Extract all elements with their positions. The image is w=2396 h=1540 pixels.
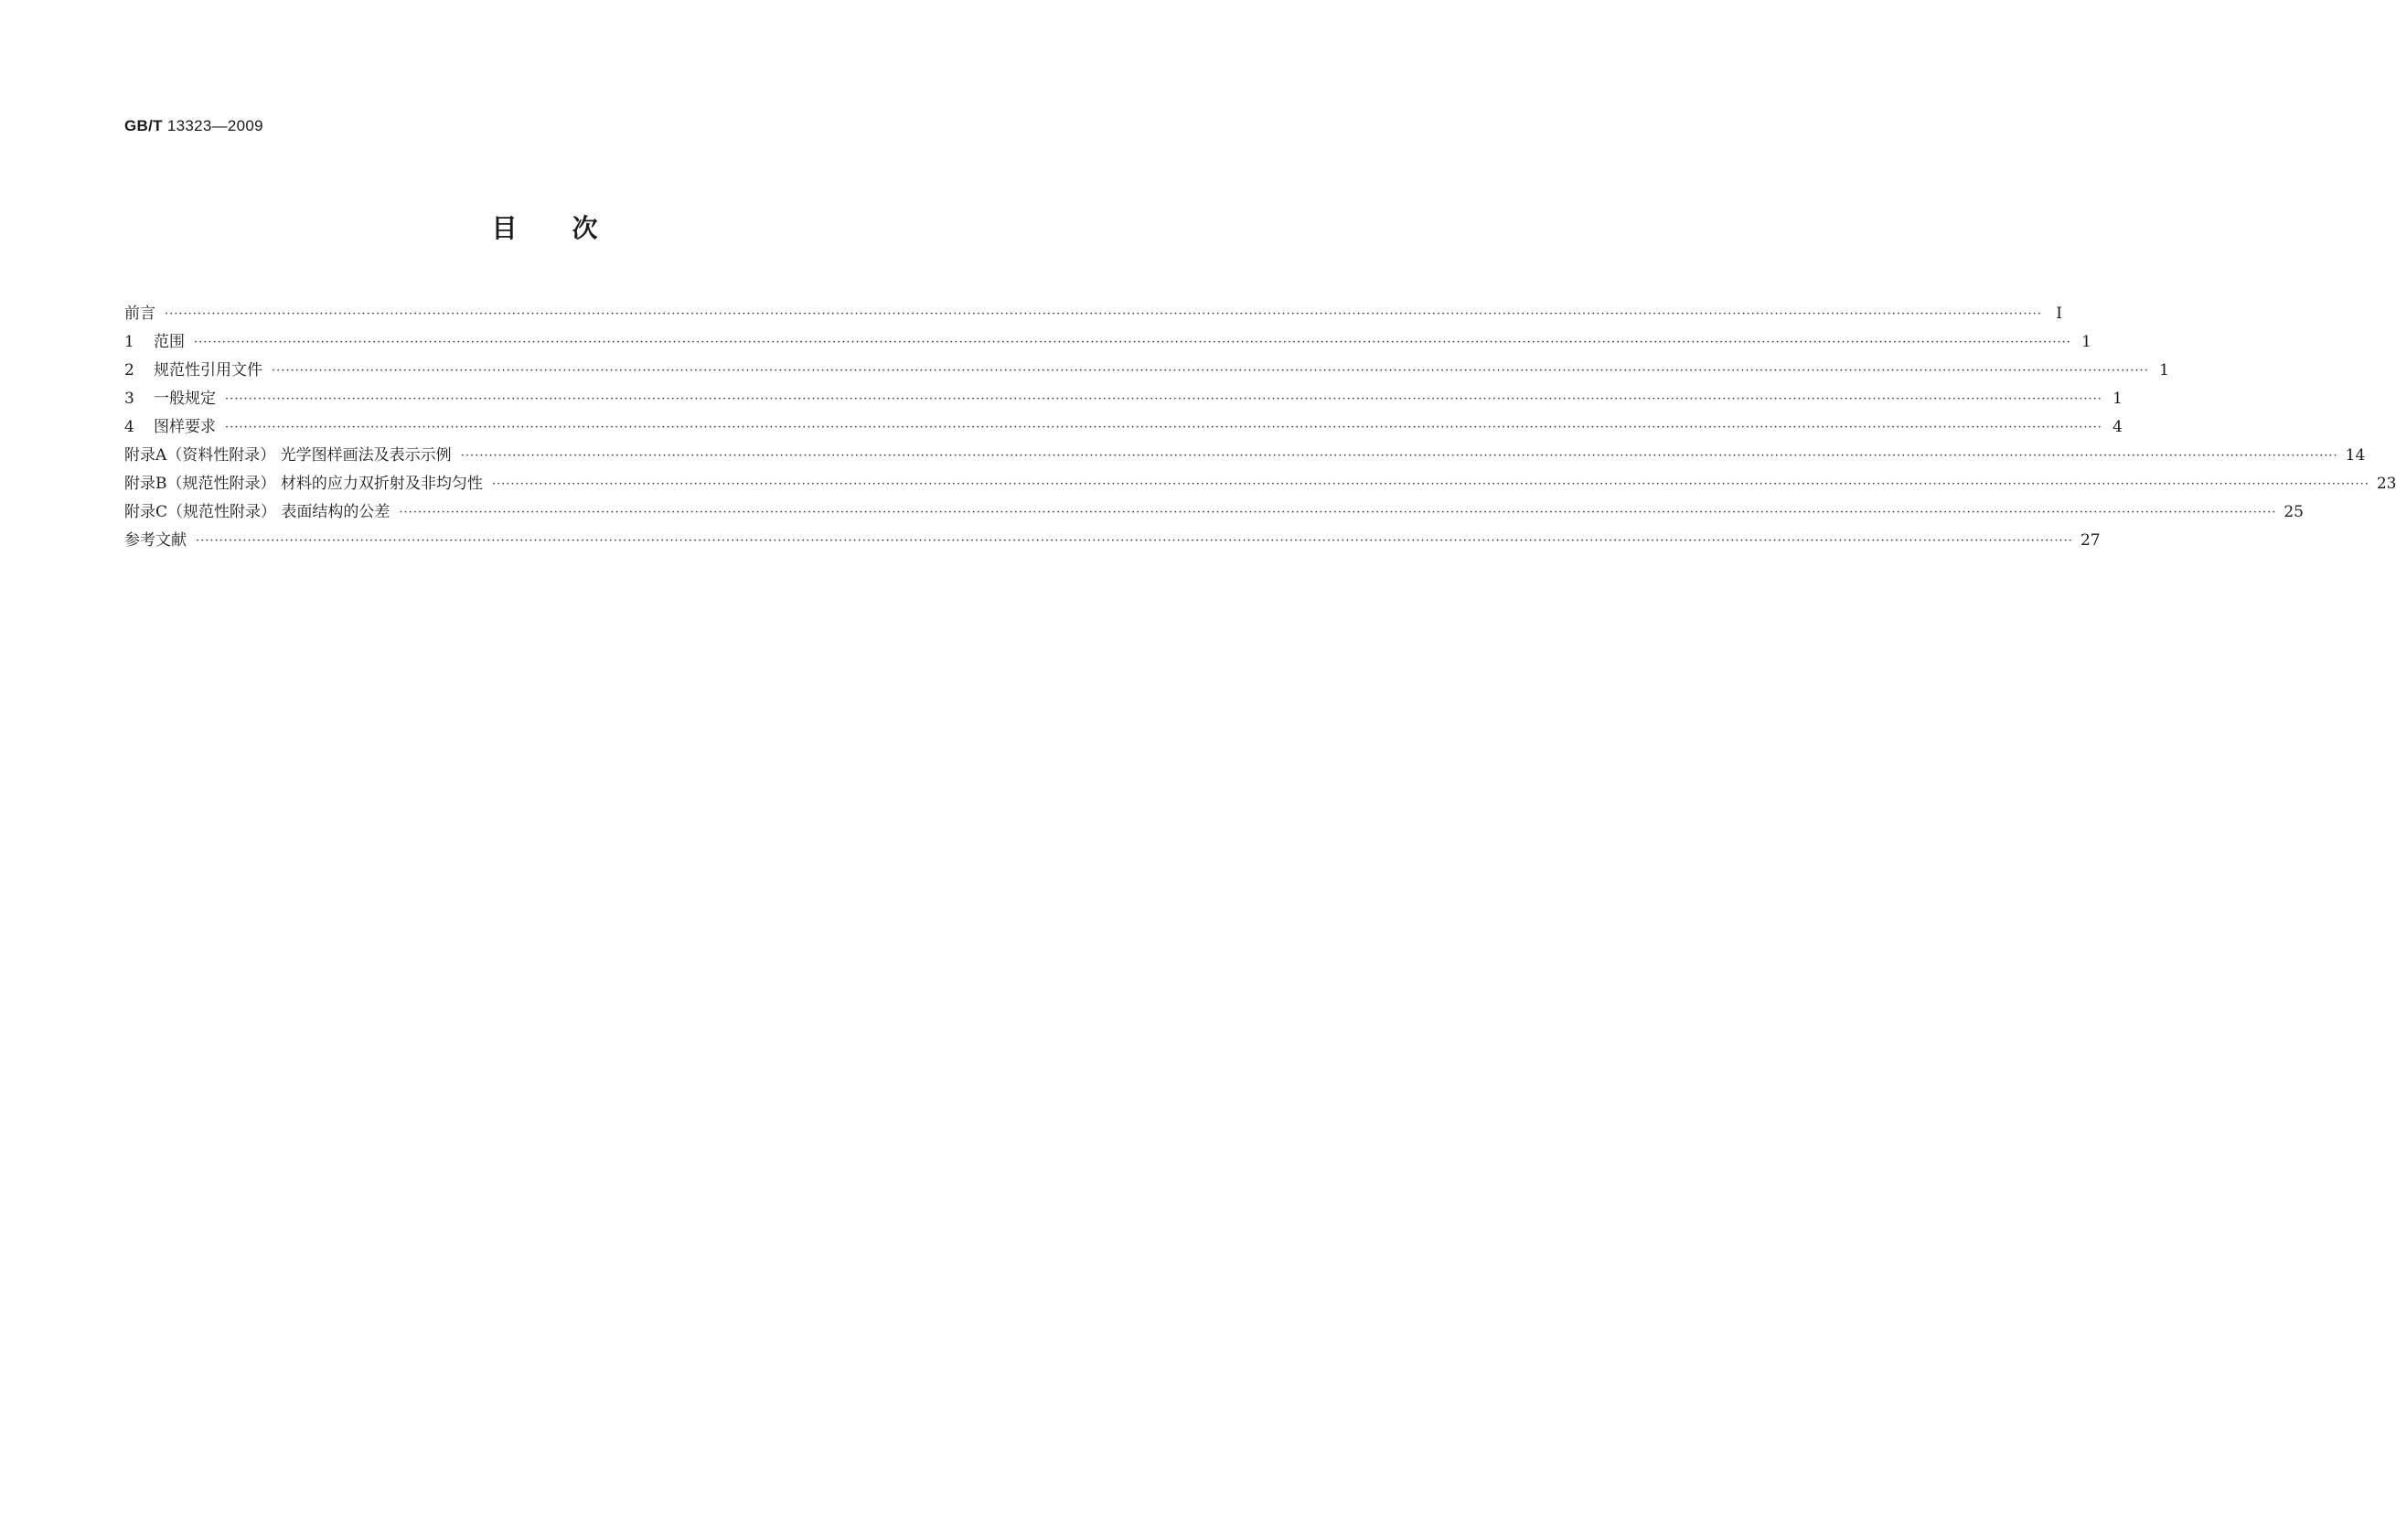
toc-entry-label: 4 图样要求 bbox=[124, 418, 216, 436]
standard-code bbox=[124, 117, 263, 135]
toc-leader-dots: ················································································································································································································································································································································································································ bbox=[460, 449, 2338, 463]
toc-entry-drawing-requirements[interactable] bbox=[124, 413, 2123, 442]
toc-entry-general-rules[interactable] bbox=[124, 385, 2123, 413]
page-title: 目次 bbox=[491, 213, 653, 243]
toc-leader-dots: ················································································································································································································································································································································································································ bbox=[399, 506, 2277, 519]
toc-leader-dots: ················································································································································································································································································································································································································ bbox=[491, 477, 2369, 491]
toc-entry-bibliography[interactable] bbox=[124, 527, 2101, 555]
toc-leader-dots: ················································································································································································································································································································································································································ bbox=[165, 307, 2042, 321]
toc-entry-normative-references[interactable] bbox=[124, 357, 2169, 385]
toc-entry-annex-a[interactable] bbox=[124, 442, 2366, 470]
standard-prefix: GB/T bbox=[124, 117, 163, 134]
toc-leader-dots: ················································································································································································································································································································································································································ bbox=[272, 364, 2149, 378]
toc-entry-annex-b[interactable] bbox=[124, 470, 2396, 498]
toc-entry-page: Ⅰ bbox=[2056, 305, 2062, 323]
toc-entry-label: 1 范围 bbox=[124, 333, 185, 351]
toc-leader-dots: ················································································································································································································································································································································································································ bbox=[194, 336, 2071, 349]
toc-leader-dots: ················································································································································································································································································································································································································ bbox=[225, 392, 2102, 406]
toc-entry-page: 4 bbox=[2113, 418, 2123, 436]
toc-entry-page: 23 bbox=[2376, 475, 2396, 493]
standard-number: 13323—2009 bbox=[166, 117, 263, 134]
table-of-contents bbox=[124, 300, 2396, 555]
toc-entry-annex-c[interactable] bbox=[124, 498, 2304, 527]
toc-entry-preface[interactable] bbox=[124, 300, 2062, 328]
toc-entry-page: 25 bbox=[2284, 503, 2304, 521]
toc-entry-label: 附录A（资料性附录） 光学图样画法及表示示例 bbox=[124, 446, 452, 465]
toc-entry-page: 1 bbox=[2081, 333, 2091, 351]
toc-entry-scope[interactable] bbox=[124, 328, 2091, 357]
toc-entry-label: 前言 bbox=[124, 305, 155, 323]
toc-entry-page: 1 bbox=[2159, 361, 2169, 380]
toc-entry-page: 27 bbox=[2080, 531, 2101, 550]
toc-entry-page: 1 bbox=[2113, 390, 2123, 408]
toc-entry-page: 14 bbox=[2345, 446, 2366, 465]
toc-entry-label: 2 规范性引用文件 bbox=[124, 361, 262, 380]
toc-entry-label: 附录C（规范性附录） 表面结构的公差 bbox=[124, 503, 390, 521]
toc-entry-label: 附录B（规范性附录） 材料的应力双折射及非均匀性 bbox=[124, 475, 483, 493]
toc-entry-label: 3 一般规定 bbox=[124, 390, 216, 408]
toc-entry-label: 参考文献 bbox=[124, 531, 187, 550]
toc-leader-dots: ················································································································································································································································································································································································································ bbox=[225, 421, 2102, 434]
toc-leader-dots: ················································································································································································································································································································································································································ bbox=[196, 534, 2073, 548]
